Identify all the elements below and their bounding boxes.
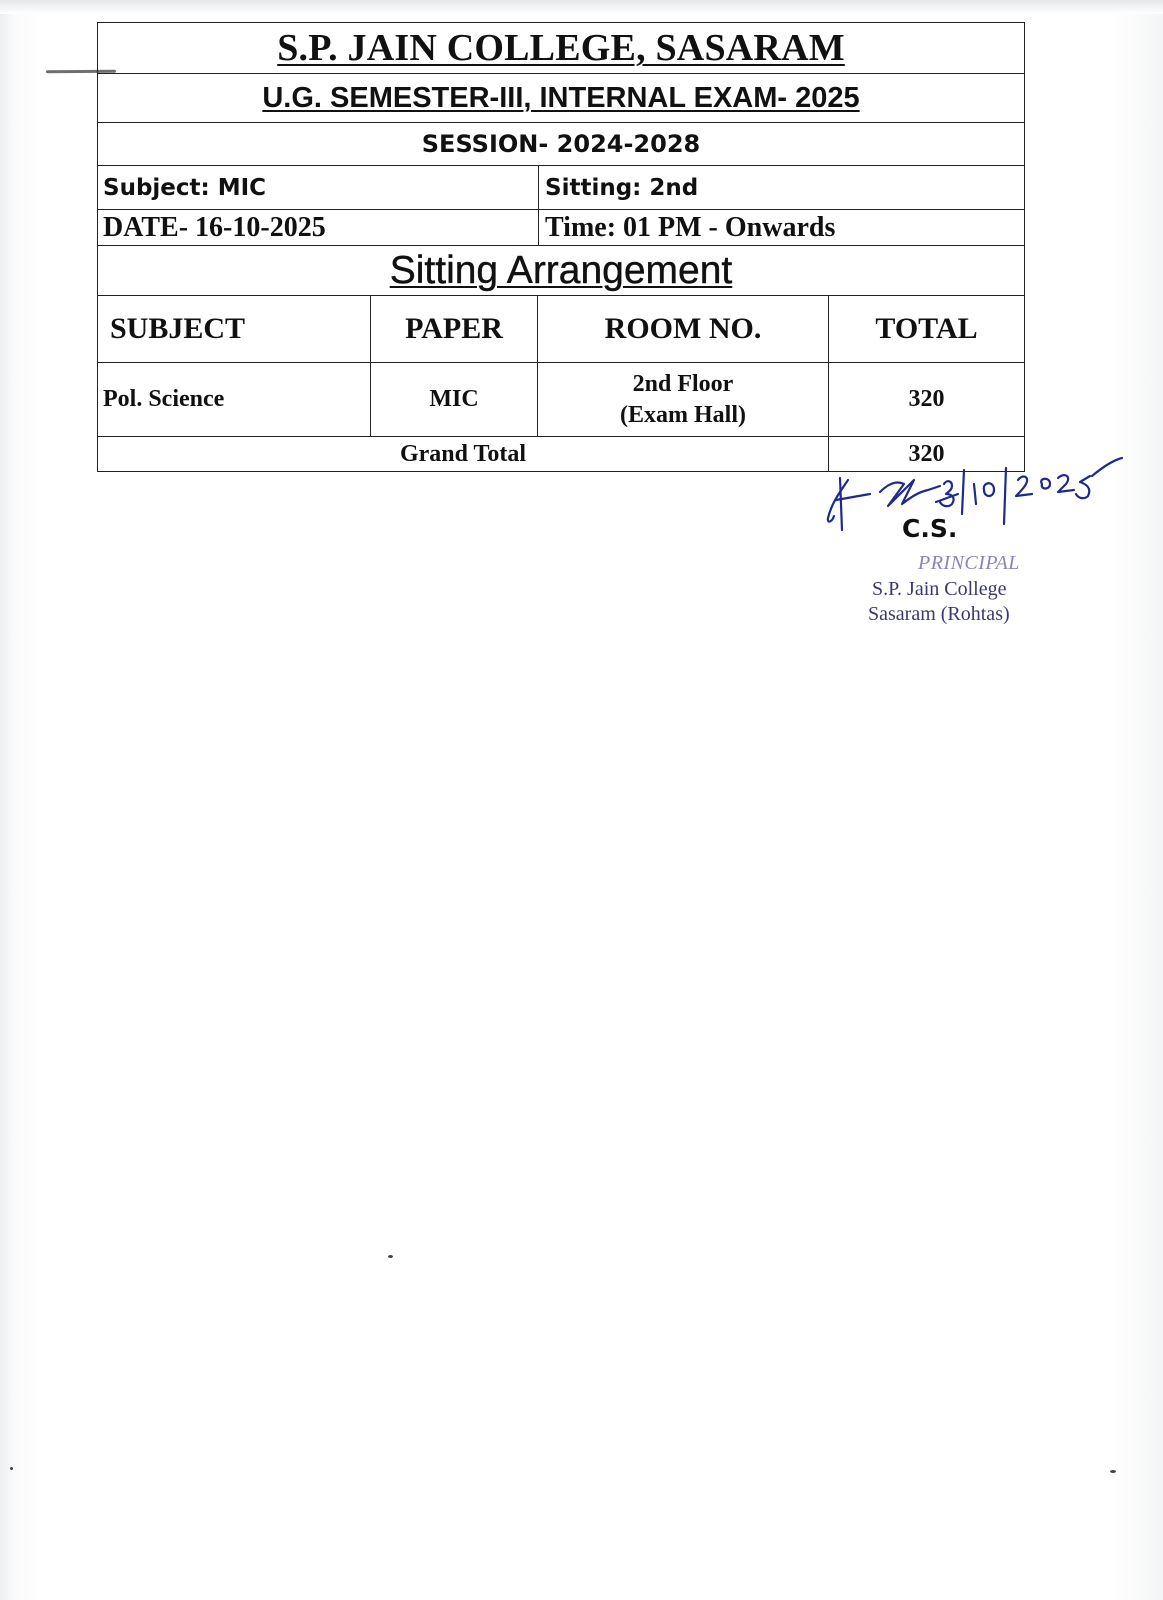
college-name: S.P. JAIN COLLEGE, SASARAM — [277, 27, 845, 69]
college-row — [98, 23, 1024, 74]
stamp-line-principal: PRINCIPAL — [918, 552, 1020, 574]
scan-speck — [10, 1467, 13, 1470]
stamp-line-college: S.P. Jain College — [872, 578, 1007, 600]
row-room-line1: 2nd Floor — [632, 370, 734, 397]
date-label: DATE- 16-10-2025 — [103, 211, 326, 243]
meta-row-1 — [98, 166, 1024, 210]
stamp-line-place: Sasaram (Rohtas) — [868, 603, 1010, 625]
arrangement-title-row — [98, 246, 1024, 296]
row-room-line2: (Exam Hall) — [620, 401, 746, 428]
column-header-total: TOTAL — [875, 312, 978, 345]
column-header-paper: PAPER — [405, 312, 503, 345]
column-header-room: ROOM NO. — [604, 312, 762, 345]
session-row — [98, 123, 1024, 166]
meta-row-2 — [98, 210, 1024, 246]
scan-speck — [388, 1255, 393, 1258]
table-header-row — [98, 296, 1024, 363]
grand-total-label: Grand Total — [399, 440, 527, 467]
sitting-label: Sitting: 2nd — [545, 174, 699, 201]
grand-total-value: 320 — [908, 440, 945, 467]
row-paper: MIC — [429, 386, 479, 412]
principal-stamp — [868, 552, 1072, 642]
exam-title: U.G. SEMESTER-III, INTERNAL EXAM- 2025 — [262, 81, 860, 114]
arrangement-title: Sitting Arrangement — [389, 248, 733, 292]
subject-label: Subject: MIC — [103, 174, 267, 201]
session-label: SESSION- 2024-2028 — [421, 130, 701, 158]
time-label: Time: 01 PM - Onwards — [545, 211, 836, 243]
table-row — [98, 363, 1024, 437]
column-header-subject: SUBJECT — [110, 312, 246, 345]
row-subject: Pol. Science — [103, 386, 225, 412]
scan-speck — [1110, 1470, 1116, 1473]
exam-row — [98, 74, 1024, 123]
scan-edge — [0, 0, 1163, 14]
arrangement-sheet — [97, 22, 1025, 472]
row-total: 320 — [908, 386, 945, 412]
handwritten-signature — [818, 440, 1158, 540]
signatory-designation: C.S. — [902, 514, 958, 543]
